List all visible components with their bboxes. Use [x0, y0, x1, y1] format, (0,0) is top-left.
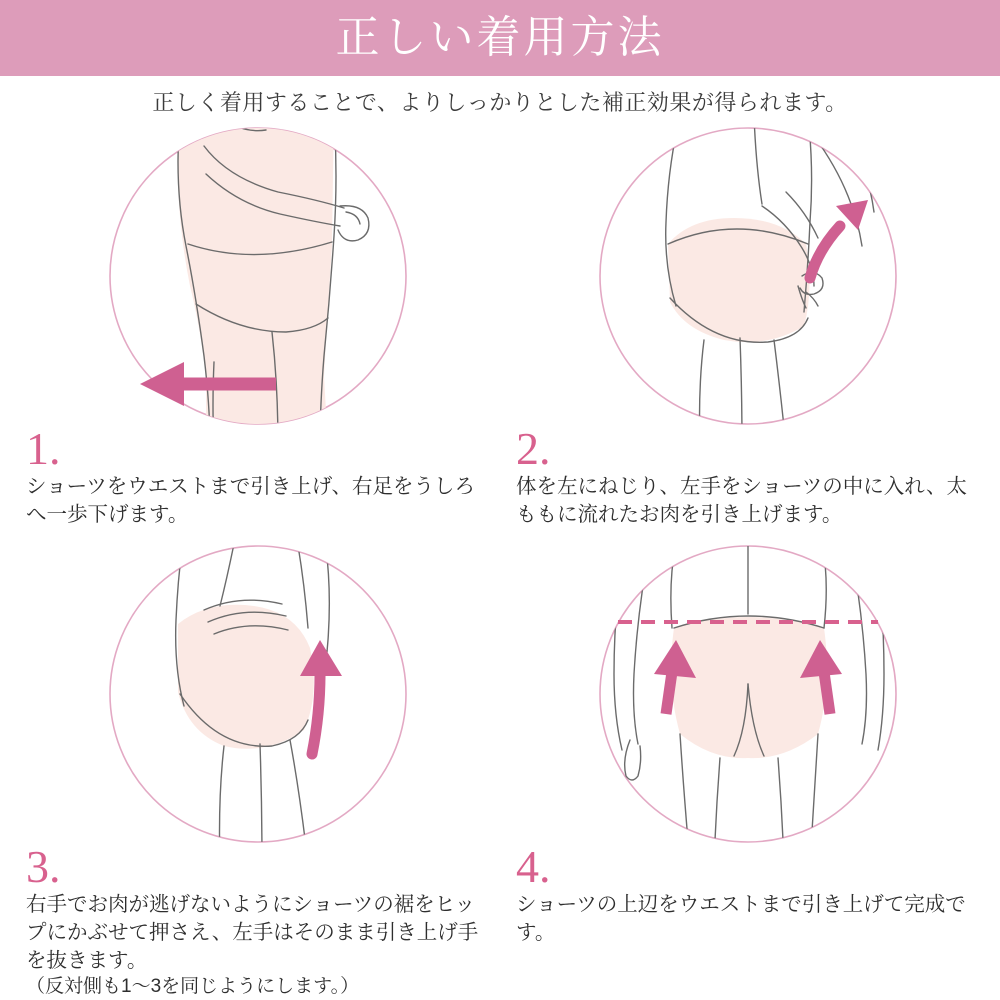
step-1-illustration [28, 126, 488, 426]
step-note: （反対側も1〜3を同じようにします。） [26, 976, 360, 998]
step-2-illustration [518, 126, 978, 426]
step-description: ショーツをウエストまで引き上げ、右足をうしろへ一歩下げます。 [26, 475, 475, 527]
page-subtitle: 正しく着用することで、よりしっかりとした補正効果が得られます。 [152, 90, 848, 115]
step-item [18, 126, 498, 529]
step-item [508, 544, 988, 947]
step-number: 4. [516, 841, 551, 892]
page-title: 正しい着用方法 [335, 13, 665, 62]
step-number: 1. [26, 423, 61, 474]
step-4-illustration [518, 544, 978, 844]
step-description: ショーツの上辺をウエストまで引き上げて完成です。 [516, 893, 966, 945]
step-item [18, 544, 498, 1000]
steps-grid [0, 126, 1000, 1000]
step-description: 右手でお肉が逃げないようにショーツの裾をヒップにかぶせて押さえ、左手はそのまま引き上げ手を抜きます。 [26, 893, 479, 972]
step-3-illustration [28, 544, 488, 844]
header-band [0, 0, 1000, 76]
step-number: 3. [26, 841, 61, 892]
step-description: 体を左にねじり、左手をショーツの中に入れ、太ももに流れたお肉を引き上げます。 [516, 475, 967, 527]
step-number: 2. [516, 423, 551, 474]
step-item [508, 126, 988, 529]
